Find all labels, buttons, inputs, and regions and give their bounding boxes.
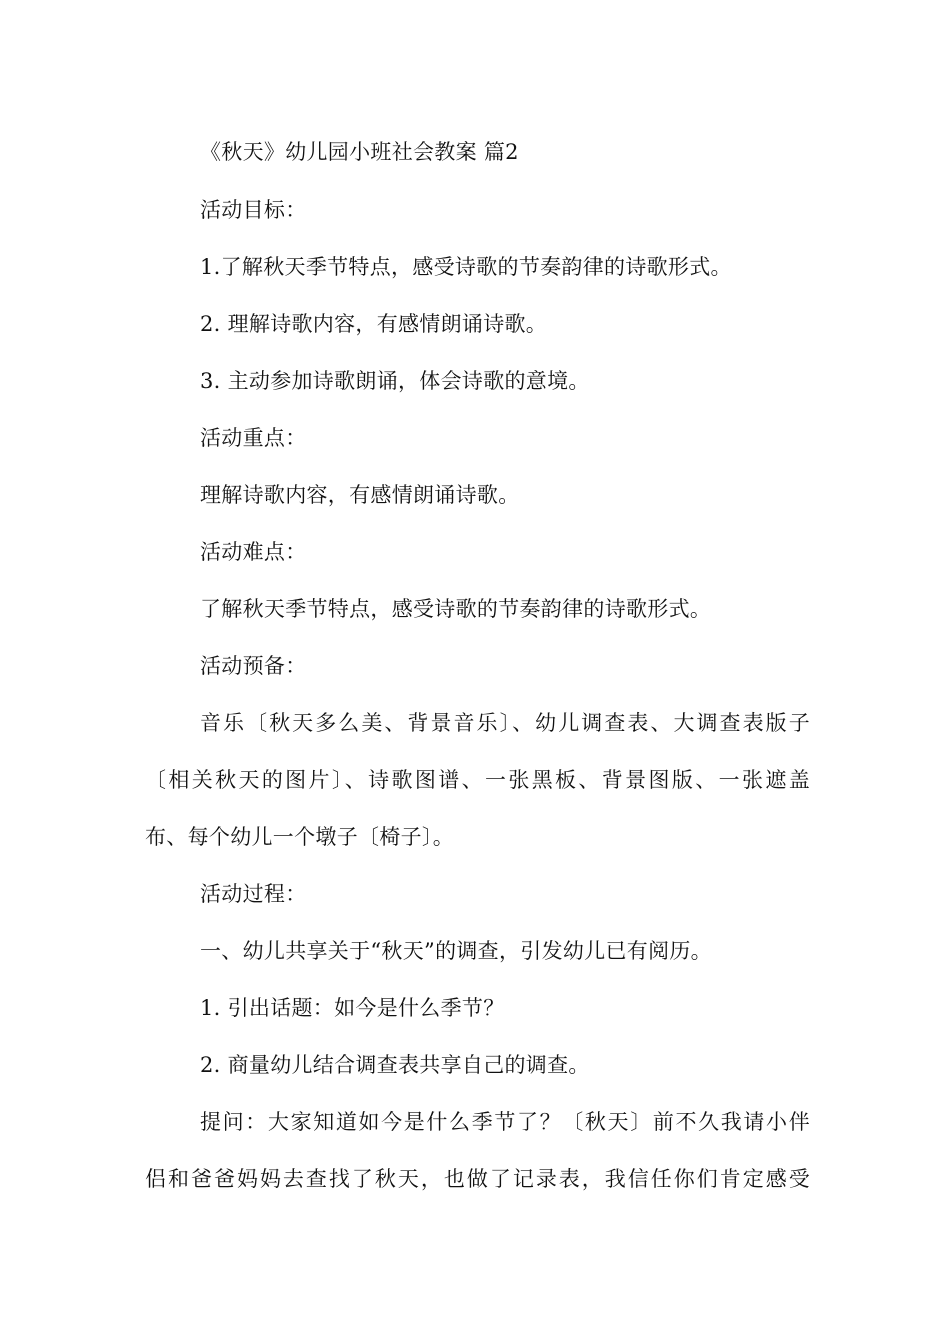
- heading-difficulties: 活动难点：: [200, 540, 307, 564]
- process-substep-1: 1. 引出话题：如今是什么季节？: [200, 996, 505, 1020]
- key-points-text: 理解诗歌内容，有感情朗诵诗歌。: [200, 483, 520, 507]
- goal-item-3: 3. 主动参加诗歌朗诵，体会诗歌的意境。: [200, 369, 590, 393]
- heading-activity-goals: 活动目标：: [200, 198, 307, 222]
- document-title: 《秋天》幼儿园小班社会教案 篇2: [200, 140, 519, 164]
- question-line-2: 侣和爸爸妈妈去查找了秋天，也做了记录表，我信任你们肯定感受: [145, 1167, 810, 1191]
- heading-key-points: 活动重点：: [200, 426, 307, 450]
- difficulties-text: 了解秋天季节特点，感受诗歌的节奏韵律的诗歌形式。: [200, 597, 712, 621]
- process-substep-2: 2. 商量幼儿结合调查表共享自己的调查。: [200, 1053, 590, 1077]
- preparation-line-1: 音乐〔秋天多么美、背景音乐〕、幼儿调查表、大调查表版子: [200, 711, 810, 735]
- question-line-1: 提问：大家知道如今是什么季节了？〔秋天〕前不久我请小伴: [200, 1110, 810, 1134]
- heading-process: 活动过程：: [200, 882, 307, 906]
- preparation-line-3: 布、每个幼儿一个墩子〔椅子〕。: [145, 825, 454, 849]
- goal-item-2: 2. 理解诗歌内容，有感情朗诵诗歌。: [200, 312, 548, 336]
- heading-preparation: 活动预备：: [200, 654, 307, 678]
- process-step-1: 一、幼儿共享关于“秋天”的调查，引发幼儿已有阅历。: [200, 939, 712, 963]
- preparation-line-2: 〔相关秋天的图片〕、诗歌图谱、一张黑板、背景图版、一张遮盖: [145, 768, 810, 792]
- goal-item-1: 1.了解秋天季节特点，感受诗歌的节奏韵律的诗歌形式。: [200, 255, 732, 279]
